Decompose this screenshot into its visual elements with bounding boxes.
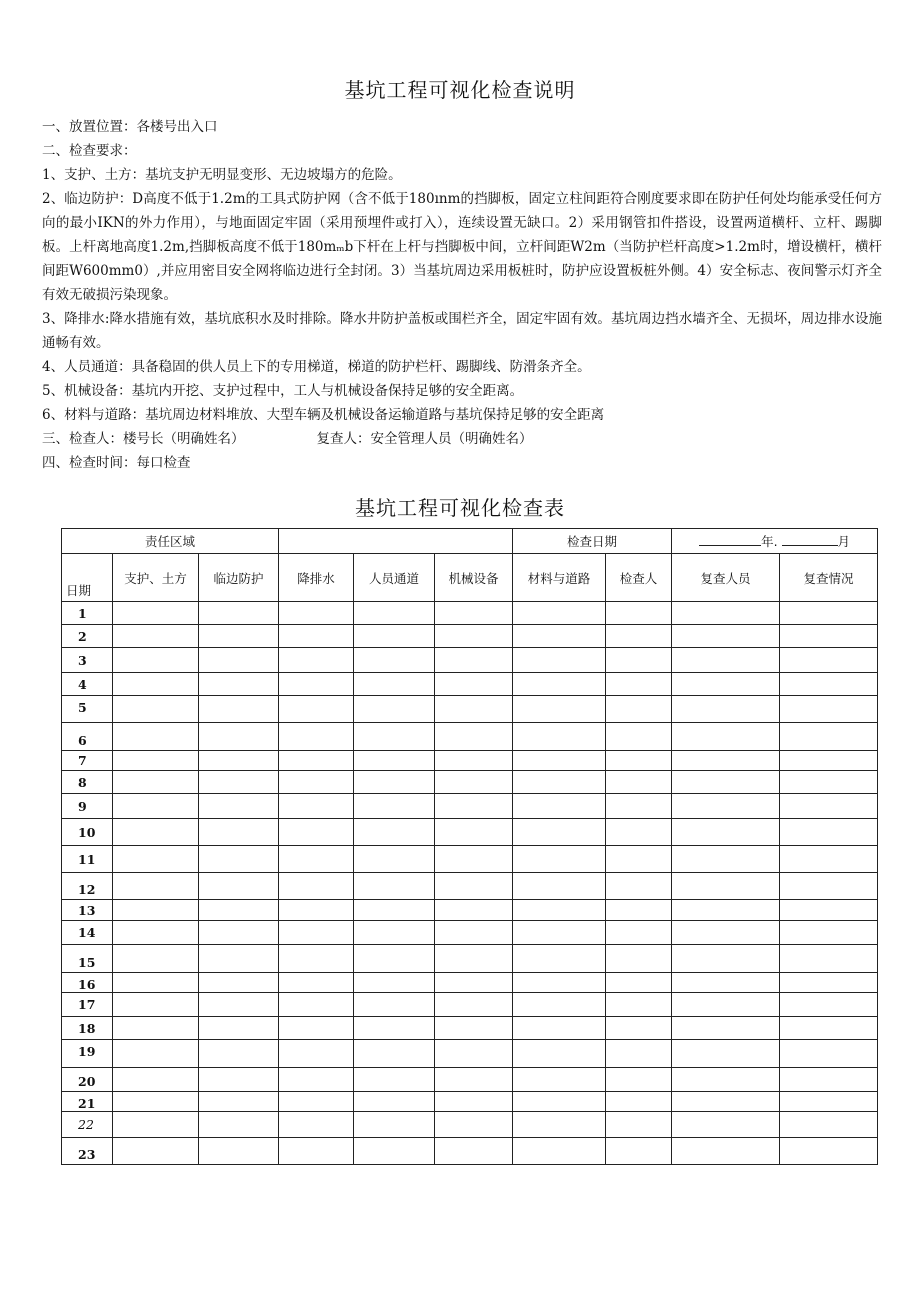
column-header: 人员通道 <box>354 554 435 602</box>
entry-cell[interactable] <box>780 900 878 921</box>
year-label: 年. <box>761 534 778 549</box>
day-header-cell: 日期 <box>62 554 113 602</box>
day-number-cell: 2 <box>62 625 113 648</box>
table-row <box>62 625 878 648</box>
inspection-description <box>42 115 882 475</box>
entry-cell[interactable] <box>279 602 354 625</box>
entry-cell[interactable] <box>113 648 199 673</box>
entry-cell[interactable] <box>113 973 199 993</box>
entry-cell[interactable] <box>606 873 672 900</box>
entry-cell[interactable] <box>672 751 780 771</box>
entry-cell[interactable] <box>606 846 672 873</box>
entry-cell[interactable] <box>199 1017 279 1040</box>
entry-cell[interactable] <box>435 900 513 921</box>
entry-cell[interactable] <box>780 945 878 973</box>
entry-cell[interactable] <box>279 696 354 723</box>
entry-cell[interactable] <box>780 751 878 771</box>
entry-cell[interactable] <box>672 1138 780 1165</box>
day-number-cell: 7 <box>62 751 113 771</box>
entry-cell[interactable] <box>513 1068 606 1092</box>
column-header: 复查情况 <box>780 554 878 602</box>
entry-cell[interactable] <box>279 673 354 696</box>
column-header: 复查人员 <box>672 554 780 602</box>
entry-cell[interactable] <box>435 751 513 771</box>
table-row <box>62 993 878 1017</box>
entry-cell[interactable] <box>199 1138 279 1165</box>
day-number-cell: 23 <box>62 1138 113 1165</box>
entry-cell[interactable] <box>354 1017 435 1040</box>
day-number-cell: 15 <box>62 945 113 973</box>
day-number-cell: 3 <box>62 648 113 673</box>
entry-cell[interactable] <box>354 1112 435 1138</box>
entry-cell[interactable] <box>606 973 672 993</box>
entry-cell[interactable] <box>279 648 354 673</box>
table-row <box>62 673 878 696</box>
day-number-cell: 22 <box>62 1112 113 1138</box>
table-row <box>62 696 878 723</box>
entry-cell[interactable] <box>672 696 780 723</box>
table-row <box>62 846 878 873</box>
day-number-cell: 10 <box>62 819 113 846</box>
entry-cell[interactable] <box>435 602 513 625</box>
entry-cell[interactable] <box>279 751 354 771</box>
entry-cell[interactable] <box>672 921 780 945</box>
entry-cell[interactable] <box>435 771 513 794</box>
day-number-cell: 18 <box>62 1017 113 1040</box>
entry-cell[interactable] <box>672 1040 780 1068</box>
entry-cell[interactable] <box>606 625 672 648</box>
entry-cell[interactable] <box>199 771 279 794</box>
entry-cell[interactable] <box>199 1068 279 1092</box>
entry-cell[interactable] <box>435 921 513 945</box>
entry-cell[interactable] <box>606 723 672 751</box>
entry-cell[interactable] <box>672 723 780 751</box>
entry-cell[interactable] <box>606 1068 672 1092</box>
entry-cell[interactable] <box>354 771 435 794</box>
table-row <box>62 794 878 819</box>
entry-cell[interactable] <box>780 1068 878 1092</box>
entry-cell[interactable] <box>279 1068 354 1092</box>
table-row <box>62 723 878 751</box>
entry-cell[interactable] <box>354 602 435 625</box>
entry-cell[interactable] <box>113 945 199 973</box>
entry-cell[interactable] <box>113 1068 199 1092</box>
day-number-cell: 4 <box>62 673 113 696</box>
table-row <box>62 1017 878 1040</box>
entry-cell[interactable] <box>354 921 435 945</box>
column-header: 机械设备 <box>435 554 513 602</box>
table-row <box>62 873 878 900</box>
entry-cell[interactable] <box>513 819 606 846</box>
entry-cell[interactable] <box>672 1092 780 1112</box>
entry-cell[interactable] <box>279 771 354 794</box>
entry-cell[interactable] <box>513 723 606 751</box>
entry-cell[interactable] <box>780 723 878 751</box>
entry-cell[interactable] <box>672 846 780 873</box>
entry-cell[interactable] <box>513 794 606 819</box>
column-header: 材料与道路 <box>513 554 606 602</box>
column-header: 支护、土方 <box>113 554 199 602</box>
entry-cell[interactable] <box>513 1092 606 1112</box>
month-label: 月 <box>837 534 851 549</box>
entry-cell[interactable] <box>780 602 878 625</box>
day-number-cell: 21 <box>62 1092 113 1112</box>
table-row <box>62 751 878 771</box>
entry-cell[interactable] <box>279 723 354 751</box>
year-blank[interactable] <box>699 535 761 546</box>
table-header-row-top <box>62 529 878 554</box>
entry-cell[interactable] <box>435 1017 513 1040</box>
entry-cell[interactable] <box>279 900 354 921</box>
entry-cell[interactable] <box>435 794 513 819</box>
entry-cell[interactable] <box>354 1138 435 1165</box>
entry-cell[interactable] <box>279 921 354 945</box>
entry-cell[interactable] <box>606 921 672 945</box>
day-number-cell: 9 <box>62 794 113 819</box>
table-row <box>62 945 878 973</box>
entry-cell[interactable] <box>672 1017 780 1040</box>
entry-cell[interactable] <box>606 696 672 723</box>
document-title: 基坑工程可视化检查说明 <box>344 78 576 102</box>
month-blank[interactable] <box>782 535 838 546</box>
entry-cell[interactable] <box>199 602 279 625</box>
entry-cell[interactable] <box>780 771 878 794</box>
date-label-cell: 检查日期 <box>513 529 672 554</box>
entry-cell[interactable] <box>780 1092 878 1112</box>
entry-cell[interactable] <box>780 625 878 648</box>
entry-cell[interactable] <box>435 993 513 1017</box>
entry-cell[interactable] <box>780 673 878 696</box>
entry-cell[interactable] <box>435 723 513 751</box>
table-row <box>62 771 878 794</box>
entry-cell[interactable] <box>354 1068 435 1092</box>
check-time-line: 四、检查时间：每口检查 <box>42 455 191 471</box>
entry-cell[interactable] <box>199 993 279 1017</box>
requirement-item: 4、人员通道：具备稳固的供人员上下的专用梯道，梯道的防护栏杆、踢脚线、防滑条齐全。 <box>42 359 591 375</box>
entry-cell[interactable] <box>672 973 780 993</box>
table-row <box>62 1040 878 1068</box>
inspection-table <box>61 528 878 1165</box>
entry-cell[interactable] <box>354 993 435 1017</box>
entry-cell[interactable] <box>199 1092 279 1112</box>
requirement-item: 5、机械设备：基坑内开挖、支护过程中，工人与机械设备保持足够的安全距离。 <box>42 383 524 399</box>
entry-cell[interactable] <box>672 794 780 819</box>
table-row <box>62 973 878 993</box>
entry-cell[interactable] <box>672 900 780 921</box>
entry-cell[interactable] <box>354 846 435 873</box>
entry-cell[interactable] <box>199 625 279 648</box>
requirement-item: 2、临边防护：D高度不低于1.2m的工具式防护网（含不低于180ınm的挡脚板，固定立柱间距符合刚度要求即在防护任何处均能承受任何方向的最小IKN的外力作用），与地面固定牢固（采用预埋件或打入），连续设置无缺口。2）采用钢管扣件搭设，设置两道横杆、立杆、踢脚板。上杆离地高度1.2m,挡脚板高度不低于180mₘb下杆在上杆与挡脚板中间，立杆间距W2m（当防护栏杆高度>1.2m时，增设横杆，横杆间距W600mm0）,并应用密目安全网将临边进行全封闭。3）当基坑周边采用板桩时，防护应设置板桩外侧。4）安全标志、夜间警示灯齐全有效无破损污染现象。 <box>42 191 882 303</box>
entry-cell[interactable] <box>780 873 878 900</box>
entry-cell[interactable] <box>113 696 199 723</box>
entry-cell[interactable] <box>780 1112 878 1138</box>
entry-cell[interactable] <box>672 873 780 900</box>
day-number-cell: 20 <box>62 1068 113 1092</box>
entry-cell[interactable] <box>606 771 672 794</box>
entry-cell[interactable] <box>513 1112 606 1138</box>
entry-cell[interactable] <box>199 973 279 993</box>
entry-cell[interactable] <box>606 1112 672 1138</box>
entry-cell[interactable] <box>199 846 279 873</box>
entry-cell[interactable] <box>199 921 279 945</box>
column-header: 降排水 <box>279 554 354 602</box>
day-number-cell: 6 <box>62 723 113 751</box>
entry-cell[interactable] <box>113 723 199 751</box>
entry-cell[interactable] <box>354 625 435 648</box>
entry-cell[interactable] <box>672 819 780 846</box>
entry-cell[interactable] <box>113 1138 199 1165</box>
entry-cell[interactable] <box>354 696 435 723</box>
entry-cell[interactable] <box>606 794 672 819</box>
entry-cell[interactable] <box>606 900 672 921</box>
entry-cell[interactable] <box>354 794 435 819</box>
entry-cell[interactable] <box>606 1092 672 1112</box>
entry-cell[interactable] <box>606 648 672 673</box>
entry-cell[interactable] <box>279 1040 354 1068</box>
entry-cell[interactable] <box>279 973 354 993</box>
entry-cell[interactable] <box>113 900 199 921</box>
entry-cell[interactable] <box>435 973 513 993</box>
entry-cell[interactable] <box>354 900 435 921</box>
entry-cell[interactable] <box>513 873 606 900</box>
entry-cell[interactable] <box>199 900 279 921</box>
table-row <box>62 1068 878 1092</box>
entry-cell[interactable] <box>199 673 279 696</box>
entry-cell[interactable] <box>513 602 606 625</box>
table-row <box>62 921 878 945</box>
entry-cell[interactable] <box>435 1068 513 1092</box>
column-header: 检查人 <box>606 554 672 602</box>
entry-cell[interactable] <box>513 973 606 993</box>
entry-cell[interactable] <box>672 993 780 1017</box>
entry-cell[interactable] <box>435 1092 513 1112</box>
entry-cell[interactable] <box>279 625 354 648</box>
entry-cell[interactable] <box>435 673 513 696</box>
day-number-cell: 11 <box>62 846 113 873</box>
entry-cell[interactable] <box>513 625 606 648</box>
entry-cell[interactable] <box>435 696 513 723</box>
entry-cell[interactable] <box>513 648 606 673</box>
entry-cell[interactable] <box>354 819 435 846</box>
entry-cell[interactable] <box>354 673 435 696</box>
entry-cell[interactable] <box>199 696 279 723</box>
entry-cell[interactable] <box>435 625 513 648</box>
entry-cell[interactable] <box>780 648 878 673</box>
entry-cell[interactable] <box>513 1017 606 1040</box>
entry-cell[interactable] <box>435 819 513 846</box>
entry-cell[interactable] <box>113 993 199 1017</box>
entry-cell[interactable] <box>513 993 606 1017</box>
entry-cell[interactable] <box>435 1112 513 1138</box>
entry-cell[interactable] <box>780 993 878 1017</box>
entry-cell[interactable] <box>606 945 672 973</box>
day-number-cell: 19 <box>62 1040 113 1068</box>
checker-text: 三、检查人：楼号长（明确姓名） <box>42 431 245 447</box>
entry-cell[interactable] <box>113 794 199 819</box>
requirements-heading: 二、检查要求： <box>42 143 137 159</box>
entry-cell[interactable] <box>279 873 354 900</box>
entry-cell[interactable] <box>780 973 878 993</box>
date-value-cell[interactable] <box>672 529 878 554</box>
entry-cell[interactable] <box>513 945 606 973</box>
entry-cell[interactable] <box>672 602 780 625</box>
table-row <box>62 819 878 846</box>
area-value-cell[interactable] <box>279 529 513 554</box>
entry-cell[interactable] <box>199 819 279 846</box>
entry-cell[interactable] <box>672 945 780 973</box>
entry-cell[interactable] <box>435 1138 513 1165</box>
entry-cell[interactable] <box>354 973 435 993</box>
reviewer-text: 复查人：安全管理人员（明确姓名） <box>316 431 533 447</box>
entry-cell[interactable] <box>435 648 513 673</box>
entry-cell[interactable] <box>435 873 513 900</box>
entry-cell[interactable] <box>354 1040 435 1068</box>
entry-cell[interactable] <box>672 673 780 696</box>
entry-cell[interactable] <box>513 1138 606 1165</box>
entry-cell[interactable] <box>672 1112 780 1138</box>
day-number-cell: 14 <box>62 921 113 945</box>
table-row <box>62 602 878 625</box>
entry-cell[interactable] <box>606 993 672 1017</box>
entry-cell[interactable] <box>199 1112 279 1138</box>
entry-cell[interactable] <box>279 1138 354 1165</box>
day-number-cell: 17 <box>62 993 113 1017</box>
entry-cell[interactable] <box>199 873 279 900</box>
entry-cell[interactable] <box>113 751 199 771</box>
entry-cell[interactable] <box>513 673 606 696</box>
entry-cell[interactable] <box>113 602 199 625</box>
entry-cell[interactable] <box>780 1040 878 1068</box>
day-number-cell: 13 <box>62 900 113 921</box>
entry-cell[interactable] <box>606 602 672 625</box>
entry-cell[interactable] <box>279 1017 354 1040</box>
entry-cell[interactable] <box>354 873 435 900</box>
entry-cell[interactable] <box>113 1040 199 1068</box>
requirement-item: 1、支护、土方：基坑支护无明显变形、无边坡塌方的危险。 <box>42 167 402 183</box>
entry-cell[interactable] <box>780 921 878 945</box>
entry-cell[interactable] <box>199 723 279 751</box>
requirement-item: 3、降排水:降水措施有效，基坑底积水及时排除。降水井防护盖板或围栏齐全，固定牢固有效。基坑周边挡水墙齐全、无损坏，周边排水设施通畅有效。 <box>42 311 882 351</box>
entry-cell[interactable] <box>513 1040 606 1068</box>
entry-cell[interactable] <box>279 794 354 819</box>
entry-cell[interactable] <box>113 921 199 945</box>
table-row <box>62 1112 878 1138</box>
checker-line <box>42 427 882 451</box>
table-row <box>62 648 878 673</box>
entry-cell[interactable] <box>606 673 672 696</box>
entry-cell[interactable] <box>672 771 780 794</box>
entry-cell[interactable] <box>780 1138 878 1165</box>
entry-cell[interactable] <box>513 900 606 921</box>
entry-cell[interactable] <box>780 819 878 846</box>
day-number-cell: 12 <box>62 873 113 900</box>
entry-cell[interactable] <box>113 625 199 648</box>
entry-cell[interactable] <box>354 945 435 973</box>
entry-cell[interactable] <box>113 1112 199 1138</box>
entry-cell[interactable] <box>113 819 199 846</box>
entry-cell[interactable] <box>199 751 279 771</box>
entry-cell[interactable] <box>672 1068 780 1092</box>
entry-cell[interactable] <box>113 873 199 900</box>
entry-cell[interactable] <box>279 993 354 1017</box>
table-row <box>62 900 878 921</box>
entry-cell[interactable] <box>672 648 780 673</box>
entry-cell[interactable] <box>513 696 606 723</box>
entry-cell[interactable] <box>199 1040 279 1068</box>
entry-cell[interactable] <box>780 696 878 723</box>
entry-cell[interactable] <box>606 819 672 846</box>
entry-cell[interactable] <box>780 846 878 873</box>
entry-cell[interactable] <box>780 1017 878 1040</box>
column-header: 临边防护 <box>199 554 279 602</box>
day-number-cell: 1 <box>62 602 113 625</box>
requirement-item: 6、材料与道路：基坑周边材料堆放、大型车辆及机械设备运输道路与基坑保持足够的安全距离 <box>42 407 605 423</box>
entry-cell[interactable] <box>199 648 279 673</box>
entry-cell[interactable] <box>113 1017 199 1040</box>
entry-cell[interactable] <box>513 771 606 794</box>
entry-cell[interactable] <box>279 945 354 973</box>
entry-cell[interactable] <box>606 1138 672 1165</box>
entry-cell[interactable] <box>435 1040 513 1068</box>
entry-cell[interactable] <box>435 846 513 873</box>
day-number-cell: 16 <box>62 973 113 993</box>
entry-cell[interactable] <box>199 794 279 819</box>
entry-cell[interactable] <box>354 723 435 751</box>
day-number-cell: 8 <box>62 771 113 794</box>
entry-cell[interactable] <box>113 673 199 696</box>
entry-cell[interactable] <box>435 945 513 973</box>
entry-cell[interactable] <box>113 1092 199 1112</box>
entry-cell[interactable] <box>606 1017 672 1040</box>
entry-cell[interactable] <box>279 846 354 873</box>
entry-cell[interactable] <box>606 1040 672 1068</box>
entry-cell[interactable] <box>279 1092 354 1112</box>
entry-cell[interactable] <box>113 771 199 794</box>
entry-cell[interactable] <box>354 648 435 673</box>
table-header-row <box>62 554 878 602</box>
entry-cell[interactable] <box>780 794 878 819</box>
entry-cell[interactable] <box>513 751 606 771</box>
table-row <box>62 1138 878 1165</box>
table-row <box>62 1092 878 1112</box>
day-number-cell: 5 <box>62 696 113 723</box>
entry-cell[interactable] <box>199 945 279 973</box>
placement-line: 一、放置位置：各楼号出入口 <box>42 119 218 135</box>
entry-cell[interactable] <box>513 921 606 945</box>
entry-cell[interactable] <box>354 1092 435 1112</box>
entry-cell[interactable] <box>279 1112 354 1138</box>
entry-cell[interactable] <box>279 819 354 846</box>
table-title: 基坑工程可视化检查表 <box>355 496 565 520</box>
entry-cell[interactable] <box>354 751 435 771</box>
entry-cell[interactable] <box>113 846 199 873</box>
entry-cell[interactable] <box>513 846 606 873</box>
area-label-cell: 责任区域 <box>62 529 279 554</box>
entry-cell[interactable] <box>606 751 672 771</box>
entry-cell[interactable] <box>672 625 780 648</box>
